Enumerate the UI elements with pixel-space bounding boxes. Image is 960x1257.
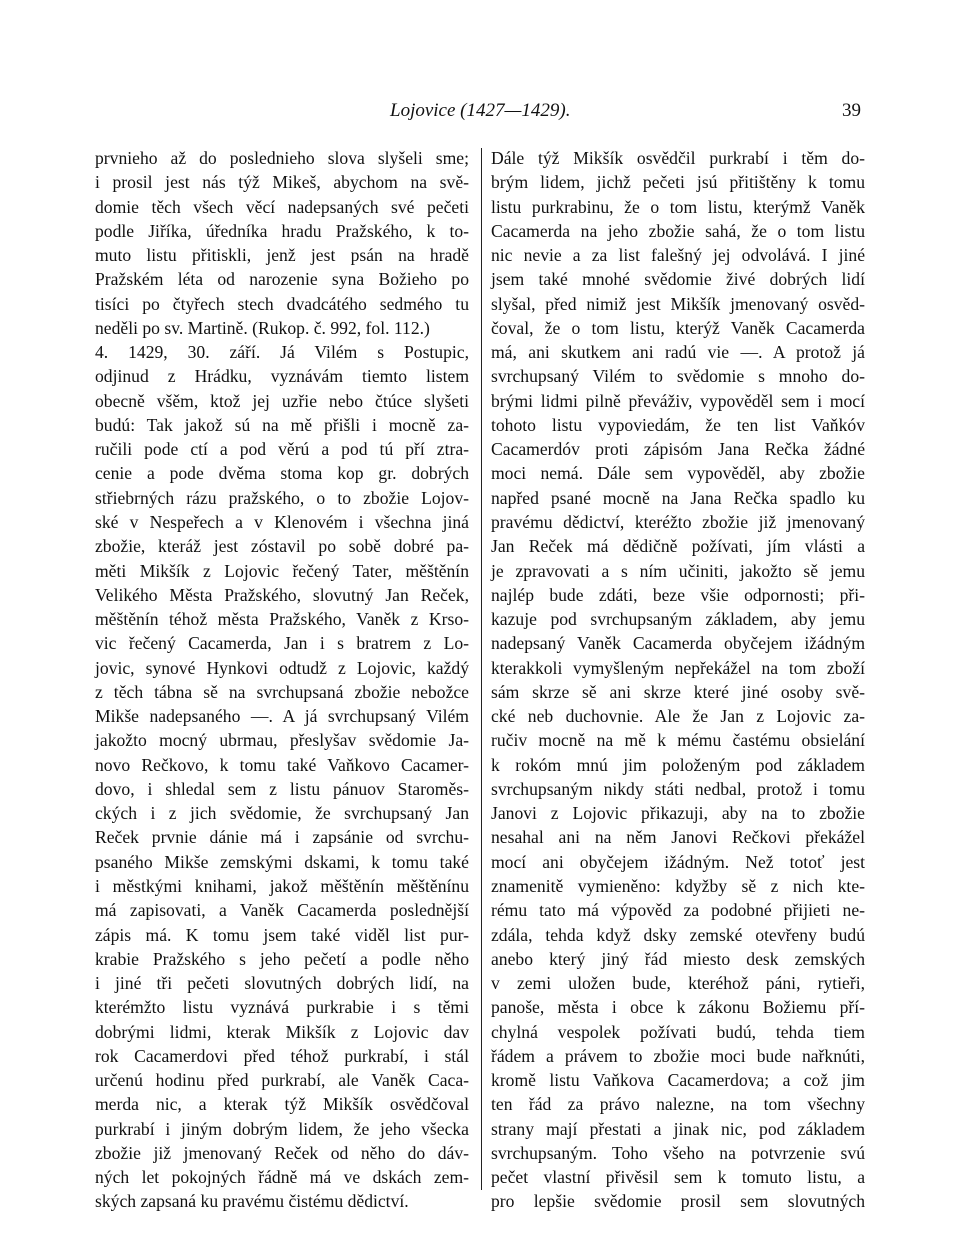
text-line: anebo který jiný řád miesto desk zemských — [491, 948, 865, 969]
text-line: psaného Mikše zemskými dskami, k tomu také — [95, 851, 469, 872]
text-line: pro lepšie svědomie prosil sem slovutných — [491, 1191, 865, 1212]
text-line: i prosil jest nás týž Mikeš, abychom na svě- — [95, 172, 469, 193]
text-line: i jiné tři pečeti slovutných dobrých lidí, na — [95, 973, 469, 994]
right-column — [491, 146, 865, 1214]
text-line: jsem také mnohé svědomie živé dobrých lidí — [491, 269, 865, 290]
text-line: brým lidem, jichž pečeti jsú přitištěny k tomu — [491, 172, 865, 193]
text-line: muto listu přitiskli, jenž jest psán na hradě — [95, 245, 469, 266]
text-line: chylná vespolek požívati budú, tehda tiem — [491, 1021, 865, 1042]
text-line: 4. 1429, 30. září. Já Vilém s Postupic, — [95, 342, 469, 363]
text-line: čoval, že o tom listu, kterýž Vaněk Cacamerda — [491, 317, 865, 338]
text-line: rému tato má výpověd za podobné přijieti ne- — [491, 900, 865, 921]
text-line: Dále týž Mikšík osvědčil purkrabí i těm do- — [491, 148, 865, 168]
text-line: ručili pode ctí a pod věrú a pod tú pří ztra- — [95, 439, 469, 460]
left-column — [95, 146, 469, 1214]
text-line: má zapisovati, a Vaněk Cacamerda poslednější — [95, 900, 469, 921]
page-header — [0, 100, 960, 128]
text-line: měštěnín téhož města Pražského, Vaněk z Krso- — [95, 609, 469, 630]
text-line: budú: Tak jakož sú na mě přišli i mocně za- — [95, 414, 469, 435]
text-line: dovo, i shledal sem z listu pánuov Staroměs- — [95, 778, 469, 799]
text-line: ské v Nespeřech a v Klenovém i všechna jiná — [95, 511, 469, 532]
text-line: sám skrze sě ani skrze které jiné osoby svě- — [491, 681, 865, 702]
text-line: brými lidmi pilně převáživ, vypověděl sem i mocí — [491, 390, 865, 411]
text-line: určenú hodinu před purkrabí, ale Vaněk Caca- — [95, 1070, 469, 1091]
text-line: kazuje pod svrchupsaným základem, aby jemu — [491, 609, 865, 630]
text-line: novo Rečkovo, k tomu také Vaňkovo Cacamer- — [95, 754, 469, 775]
text-line: Janovi z Lojovic přikazuji, aby na to zbožie — [491, 803, 865, 824]
text-line: kterakkoli vymyšleným nepřekážel na tom zboží — [491, 657, 865, 678]
text-line: ckých i z jich svědomie, že svrchupsaný Jan — [95, 803, 469, 824]
text-line: má, ani skutkem ani radú vie —. A protož já — [491, 342, 865, 363]
text-line: nesahal ani na něm Janovi Rečkovi překážel — [491, 827, 865, 848]
text-line: zdála, tehda když dsky zemské otevřeny budú — [491, 924, 865, 945]
text-line: ských zapsaná ku pravému čistému dědictví. — [95, 1191, 409, 1212]
running-title: Lojovice (1427—1429). — [390, 100, 571, 121]
text-line: Mikše nadepsaného —. A já svrchupsaný Vilém — [95, 706, 469, 727]
text-line: nic nevie a za list falešný jej odvolává. I jiné — [491, 245, 865, 266]
text-line: tohoto listu vypoviedám, že ten list Vaňkóv — [491, 414, 865, 435]
text-line: vic řečený Cacamerda, Jan i s bratrem z Lo- — [95, 633, 469, 654]
text-line: Cacamerda na jeho zbožie sahá, že o tom listu — [491, 220, 865, 241]
text-line: najlép bude zdáti, beze všie odpornosti; při- — [491, 584, 865, 605]
text-line: podle Jiříka, úředníka hradu Pražského, k to- — [95, 220, 469, 241]
text-line: prvnieho až do poslednieho slova slyšeli sme; — [95, 148, 469, 168]
text-line: panoše, města i obce k zákonu Božiemu pří- — [491, 997, 865, 1018]
text-line: kterémžto listu vyznává purkrabie i s těmi — [95, 997, 469, 1018]
text-line: odjinud z Hrádku, vyznávám tiemto listem — [95, 366, 469, 387]
text-line: Cacamerdóv proti zápisóm Jana Rečka žádné — [491, 439, 865, 460]
text-line: svrchupsaný Vilém to svědomie s mnoho do- — [491, 366, 865, 387]
page-number: 39 — [842, 100, 861, 121]
text-line: obecně všěm, ktož jej uzřie nebo čtúce slyšeti — [95, 390, 469, 411]
text-line: napřed psané mocně na Jana Rečka spadlo ku — [491, 487, 865, 508]
text-line: měti Mikšík z Lojovic řečený Tater, měštěnín — [95, 560, 469, 581]
text-line: moci nemá. Dále sem vypověděl, aby zbožie — [491, 463, 865, 484]
text-line: Velikého Města Pražského, slovutný Jan Reček, — [95, 584, 469, 605]
text-line: slyšal, před nimiž jest Mikšík jmenovaný osvěd- — [491, 293, 865, 314]
text-line: ručiv mocně na mě k mému častému obsielání — [491, 730, 865, 751]
text-line: purkrabí i jiným dobrým lidem, že jeho všecka — [95, 1118, 469, 1139]
text-line: ten řád za právo nalezne, na tom všechny — [491, 1094, 865, 1115]
text-line: rok Cacamerdovi před téhož purkrabí, i stál — [95, 1045, 469, 1066]
text-line: mocí ani obyčejem ižádným. Než totoť jest — [491, 851, 865, 872]
text-line: zápis má. K tomu jsem také viděl list pur- — [95, 924, 469, 945]
text-line: merda nic, a kterak týž Mikšík osvědčoval — [95, 1094, 469, 1115]
text-line: cenie a pode dvěma stoma kop gr. dobrých — [95, 463, 469, 484]
text-line: tisíci po čtyřech stech dvadcátého sedmého tu — [95, 293, 469, 314]
text-line: neděli po sv. Martině. (Rukop. č. 992, fol. 112.) — [95, 317, 430, 338]
text-line: nadepsaný Vaněk Cacamerda obyčejem ižádným — [491, 633, 865, 654]
text-line: i městkými knihami, jakož měštěnín měštěnínu — [95, 875, 469, 896]
text-line: kromě listu Vaňkova Cacamerdova; a což jim — [491, 1070, 865, 1091]
text-line: jovic, synové Hynkovi odtudž z Lojovic, každý — [95, 657, 469, 678]
text-line: je zpravovati a s ním učiniti, jakožto sě jemu — [491, 560, 865, 581]
text-line: svrchupsaným. Toho všeho na potvrzenie svú — [491, 1142, 865, 1163]
text-line: svrchupsaným nikdy státi nedbal, protož i tomu — [491, 778, 865, 799]
text-line: krabie Pražského s jeho pečetí a podle něho — [95, 948, 469, 969]
text-line: Jan Reček má dědičně požívati, jím vlásti a — [491, 536, 865, 557]
text-line: pečet vlastní přivěsil sem k tomuto listu, a — [491, 1167, 865, 1188]
text-line: dobrými lidmi, kterak Mikšík z Lojovic dav — [95, 1021, 469, 1042]
text-line: znamenitě vymieněno: kdyžby sě z nich kte- — [491, 875, 865, 896]
text-line: jakožto mocný ubrmau, přeslyšav svědomie Ja- — [95, 730, 469, 751]
text-line: zbožie, kteráž jest zóstavil po sobě dobré pa- — [95, 536, 469, 557]
text-line: řádem a právem to zbožie moci bude nařknúti, — [491, 1045, 865, 1066]
column-divider — [481, 148, 482, 1190]
text-line: Pražském léta od narozenie syna Božieho po — [95, 269, 469, 290]
text-line: strany mají přestati a jinak nic, pod základem — [491, 1118, 865, 1139]
text-line: pravému dědictví, kteréžto zbožie již jmenovaný — [491, 511, 865, 532]
text-line: Reček prvnie dánie má i zapsánie od svrchu- — [95, 827, 469, 848]
text-line: střiebrných rázu pražského, o to zbožie Lojov- — [95, 487, 469, 508]
text-line: k rokóm mnú jim položeným pod základem — [491, 754, 865, 775]
text-line: ných let pokojných řádně má ve dskách zem- — [95, 1167, 469, 1188]
text-line: listu purkrabinu, že o tom listu, kterýmž Vaněk — [491, 196, 865, 217]
text-line: cké neb duchovnie. Ale že Jan z Lojovic za- — [491, 706, 865, 727]
text-line: domie těch všech věcí nadepsaných své pečeti — [95, 196, 469, 217]
text-line: z těch tábna sě na svrchupsaná zbožie nebožce — [95, 681, 469, 702]
text-line: zbožie již jmenovaný Reček od něho do dáv- — [95, 1142, 469, 1163]
text-line: v zemi uložen bude, kteréhož páni, rytieři, — [491, 973, 865, 994]
